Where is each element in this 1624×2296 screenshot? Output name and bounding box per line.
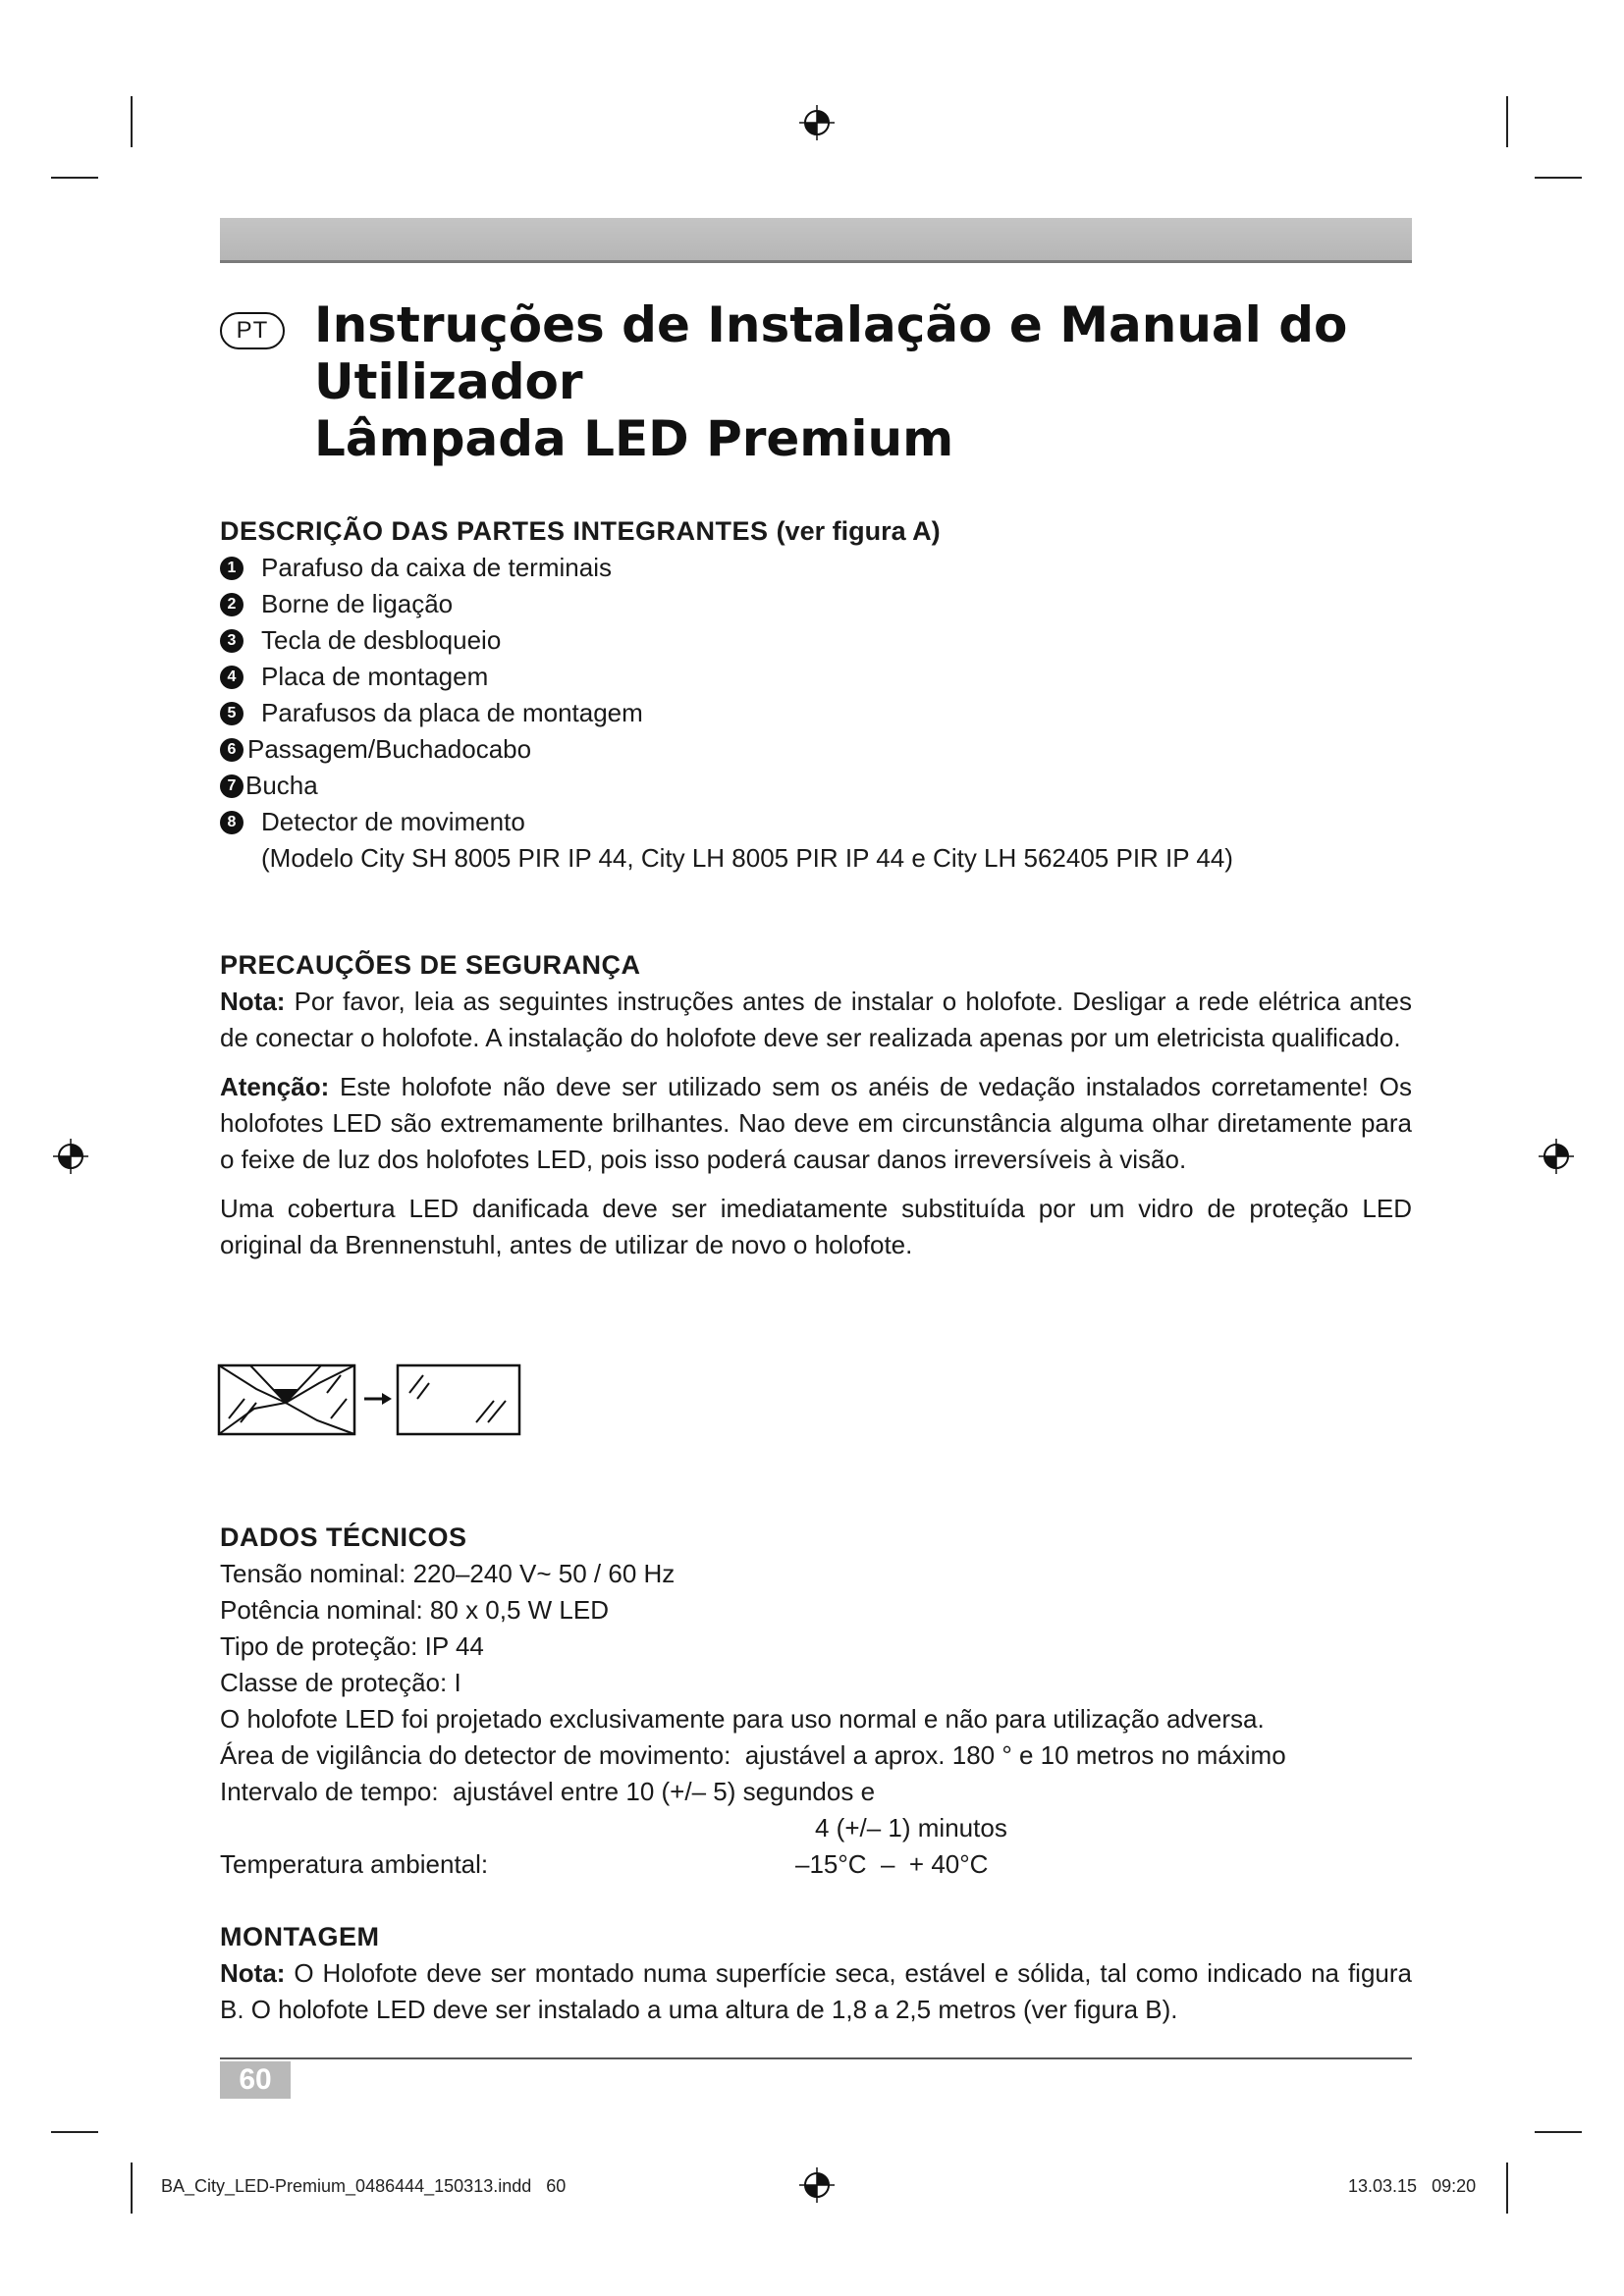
crop-mark — [131, 2163, 133, 2214]
spec-value: –15°C – + 40°C — [795, 1849, 989, 1879]
spec-value: ajustável a aprox. 180 ° e 10 metros no máximo — [744, 1740, 1286, 1770]
note-text: Por favor, leia as seguintes instruções antes de instalar o holofote. Desligar a rede elétrica antes de conectar o holofote. A instalação do holofote deve ser realizada apenas por um eletricista qualificado. — [220, 987, 1412, 1052]
spec-label: Tensão nominal: — [220, 1559, 406, 1588]
safety-note — [220, 984, 1412, 1056]
spec-value: ajustável entre 10 (+/– 5) segundos e — [453, 1777, 876, 1806]
warning-text: Este holofote não deve ser utilizado sem os anéis de vedação instalados corretamente! Os holofotes LED são extremamente brilhantes. Nao deve em circunstância alguma olhar diretamente para o feixe de luz dos holofotes LED, pois isso poderá causar danos irreversíveis à visão. — [220, 1072, 1412, 1174]
list-item-label: Passagem/Buchadocabo — [247, 734, 532, 764]
spec-value: 220–240 V~ 50 / 60 Hz — [412, 1559, 676, 1588]
list-item — [220, 731, 1418, 768]
parts-heading-text: DESCRIÇÃO DAS PARTES INTEGRANTES — [220, 516, 769, 546]
safety-heading: PRECAUÇÕES DE SEGURANÇA — [220, 950, 641, 980]
crop-mark — [1506, 2163, 1508, 2214]
mount-note — [220, 1955, 1412, 2028]
warning-label: Atenção: — [220, 1072, 330, 1101]
mount-section — [220, 1919, 1412, 2041]
spec-value: I — [454, 1668, 461, 1697]
list-item — [220, 768, 1418, 804]
list-item — [220, 659, 1418, 695]
number-badge-icon: 1 — [220, 557, 244, 580]
footer-rule — [220, 2057, 1412, 2059]
number-badge-icon: 8 — [220, 811, 244, 834]
crop-mark — [131, 96, 133, 147]
number-badge-icon: 5 — [220, 702, 244, 725]
file-slug: BA_City_LED-Premium_0486444_150313.indd 60 — [161, 2176, 567, 2196]
spec-row — [220, 1737, 1418, 1774]
spec-value: IP 44 — [424, 1631, 484, 1661]
glass-replacement-illustration — [217, 1360, 523, 1440]
number-badge-icon: 7 — [220, 774, 244, 798]
number-badge-icon: 2 — [220, 593, 244, 616]
page-title — [314, 296, 1394, 467]
note-label: Nota: — [220, 987, 286, 1016]
list-item — [220, 550, 1418, 586]
spec-label: Área de vigilância do detector de movimento: — [220, 1740, 731, 1770]
spec-row — [220, 1846, 1418, 1883]
header-bar — [220, 218, 1412, 263]
spec-row — [220, 1665, 1418, 1701]
mount-heading: MONTAGEM — [220, 1922, 380, 1951]
list-item — [220, 804, 1418, 840]
list-item-label: Borne de ligação — [261, 589, 454, 618]
safety-cover-note: Uma cobertura LED danificada deve ser imediatamente substituída por um vidro de proteção LED original da Brennenstuhl, antes de utilizar de novo o holofote. — [220, 1194, 1412, 1259]
list-item-label: Bucha — [245, 771, 318, 800]
list-item-label: Detector de movimento — [261, 807, 525, 836]
spec-value: 4 (+/– 1) minutos — [815, 1813, 1007, 1842]
number-badge-icon: 3 — [220, 629, 244, 653]
spec-row — [220, 1556, 1418, 1592]
list-item-label: Parafusos da placa de montagem — [261, 698, 643, 727]
registration-mark-icon — [51, 1137, 90, 1176]
tech-section — [220, 1520, 1418, 1883]
registration-mark-icon — [797, 2165, 837, 2205]
spec-row — [220, 1774, 1418, 1810]
note-label: Nota: — [220, 1958, 286, 1988]
spec-label: Tipo de proteção: — [220, 1631, 418, 1661]
parts-section — [220, 513, 1418, 877]
safety-section — [220, 947, 1412, 1276]
crop-mark — [1535, 2131, 1582, 2133]
tech-heading: DADOS TÉCNICOS — [220, 1522, 467, 1552]
spec-label: Temperatura ambiental: — [220, 1849, 489, 1879]
spec-label: Potência nominal: — [220, 1595, 423, 1625]
parts-heading-ref: (ver figura A) — [776, 516, 941, 546]
number-badge-icon: 4 — [220, 666, 244, 689]
title-line-2: Utilizador — [314, 353, 583, 410]
list-item-label: Placa de montagem — [261, 662, 489, 691]
model-note: (Modelo City SH 8005 PIR IP 44, City LH 8005 PIR IP 44 e City LH 562405 PIR IP 44) — [261, 843, 1233, 873]
list-item — [220, 586, 1418, 622]
crop-mark — [1506, 96, 1508, 147]
number-badge-icon: 6 — [220, 738, 244, 762]
spec-value: 80 x 0,5 W LED — [429, 1595, 609, 1625]
parts-heading — [220, 513, 1418, 550]
list-item — [220, 695, 1418, 731]
spec-row — [220, 1592, 1418, 1629]
list-item — [220, 622, 1418, 659]
page-number: 60 — [220, 2061, 291, 2099]
safety-warning — [220, 1069, 1412, 1178]
list-item-label: Tecla de desbloqueio — [261, 625, 502, 655]
registration-mark-icon — [797, 103, 837, 142]
spec-row — [220, 1629, 1418, 1665]
print-date: 13.03.15 09:20 — [1348, 2176, 1477, 2196]
spec-label: Intervalo de tempo: — [220, 1777, 439, 1806]
title-line-1: Instruções de Instalação e Manual do — [314, 296, 1348, 353]
language-badge: PT — [220, 312, 285, 349]
spec-label: Classe de proteção: — [220, 1668, 448, 1697]
usage-note: O holofote LED foi projetado exclusivamente para uso normal e não para utilização adversa. — [220, 1704, 1265, 1734]
crop-mark — [1535, 177, 1582, 179]
registration-mark-icon — [1537, 1137, 1576, 1176]
spec-row — [220, 1810, 1418, 1846]
crop-mark — [51, 177, 98, 179]
title-line-3: Lâmpada LED Premium — [314, 410, 954, 467]
list-item-label: Parafuso da caixa de terminais — [261, 553, 612, 582]
crop-mark — [51, 2131, 98, 2133]
note-text: O Holofote deve ser montado numa superfície seca, estável e sólida, tal como indicado na figura B. O holofote LED deve ser instalado a uma altura de 1,8 a 2,5 metros (ver figura B). — [220, 1958, 1412, 2024]
